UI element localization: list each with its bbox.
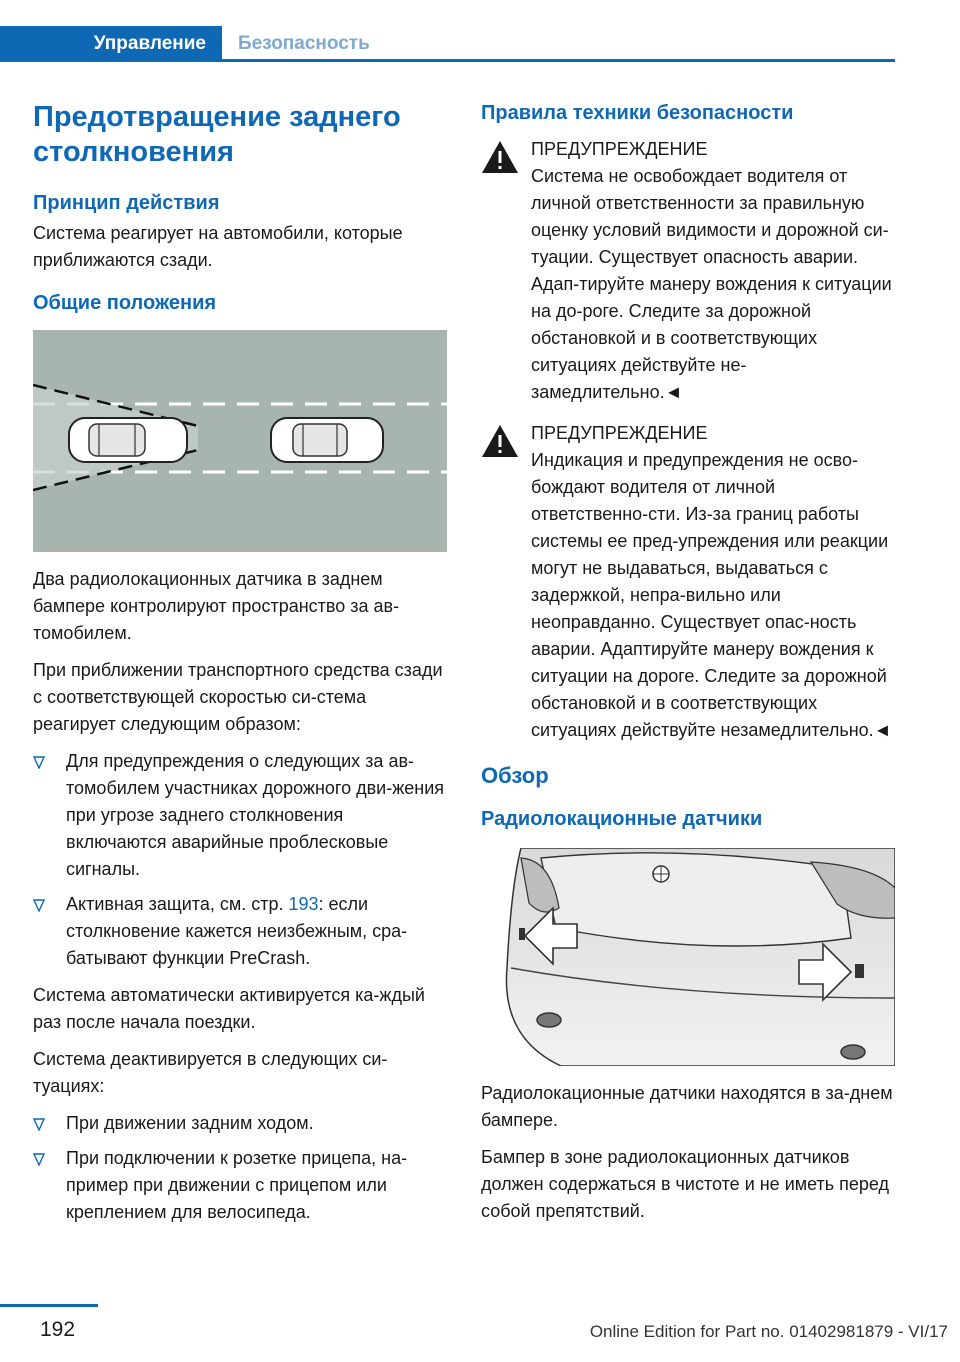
right-column xyxy=(481,100,895,1235)
warning-title: ПРЕДУПРЕЖДЕНИЕ xyxy=(531,423,708,443)
overview-heading: Обзор xyxy=(481,763,549,788)
list-item xyxy=(33,1110,447,1137)
rear-bumper-illustration xyxy=(481,848,895,1066)
footer-rule xyxy=(0,1304,98,1307)
safety-heading: Правила техники безопасности xyxy=(481,102,794,124)
list-item-text: Для предупреждения о следующих за ав-томобилем участниках дорожного дви-жения при угрозе заднего столкновения включаются аварийные проблесковые сигналы. xyxy=(66,751,445,879)
principle-heading: Принцип действия xyxy=(33,192,220,214)
rear-bumper-image xyxy=(481,848,895,1066)
warning-title: ПРЕДУПРЕЖДЕНИЕ xyxy=(531,139,708,159)
figure-caption: Два радиолокационных датчика в заднем бампере контролируют пространство за ав-томобилем. xyxy=(33,569,400,643)
rear-radar-illustration xyxy=(33,330,447,552)
list-item-text: При движении задним ходом. xyxy=(66,1113,314,1133)
auto-activation-text: Система автоматически активируется ка-ждый раз после начала поездки. xyxy=(33,985,425,1032)
triangle-bullet-icon xyxy=(33,756,45,769)
page-number: 192 xyxy=(40,1318,76,1341)
list-item-text-pre: Активная защита, см. стр. xyxy=(66,894,289,914)
tab-safety[interactable]: Безопасность xyxy=(238,33,370,54)
list-item-text: При подключении к розетке прицепа, на-пример при движении с прицепом или креплением для велосипеда. xyxy=(66,1148,408,1222)
list-item xyxy=(33,1145,447,1226)
warning-triangle-icon xyxy=(481,424,519,458)
warning-text: Система не освобождает водителя от личной ответственности за правильную оценку условий видимости и дорожной си-туации. Существует опасность аварии. Адап-тируйте манеру вождения к ситуации на до-роге. Следите за дорожной обстановкой и в соответствующих ситуациях действуйте не-замедлительно.◄ xyxy=(531,166,892,402)
triangle-bullet-icon xyxy=(33,1153,45,1166)
bumper-text: Бампер в зоне радиолокационных датчиков должен содержаться в чистоте и не иметь перед собой препятствий. xyxy=(481,1147,890,1221)
list-item xyxy=(33,891,447,972)
warning-text: Индикация и предупреждения не осво-бождают водителя от личной ответственно-сти. Из-за границ работы системы ее пред-упреждения или реакции могут не выдаваться, выдаваться с задержкой, непра-вильно или неоправданно. Существует опас-ность аварии. Адаптируйте манеру вождения к ситуации на дороге. Следите за дорожной обстановкой и в соответствующих ситуациях действуйте незамедлительно.◄ xyxy=(531,450,892,740)
tab-control[interactable]: Управление xyxy=(0,26,222,62)
deactivation-list xyxy=(33,1110,447,1226)
list-item xyxy=(33,748,447,883)
warning-block xyxy=(481,136,895,406)
warning-triangle-icon xyxy=(481,140,519,174)
section-tabs xyxy=(0,26,895,62)
reaction-list xyxy=(33,748,447,972)
page-link[interactable]: 193 xyxy=(288,894,319,914)
edition-text: Online Edition for Part no. 01402981879 - VI/17 xyxy=(589,1322,948,1341)
road-with-cars-image xyxy=(33,330,447,552)
approach-text: При приближении транспортного средства сзади с соответствующей скоростью си-стема реагирует следующим образом: xyxy=(33,660,443,734)
warning-block xyxy=(481,420,895,744)
deactivation-text: Система деактивируется в следующих си-туациях: xyxy=(33,1049,388,1096)
general-heading: Общие положения xyxy=(33,292,217,314)
sensors-heading: Радиолокационные датчики xyxy=(481,808,763,830)
page-title: Предотвращение заднего столкновения xyxy=(33,101,401,168)
principle-text: Система реагирует на автомобили, которые приближаются сзади. xyxy=(33,223,403,270)
triangle-bullet-icon xyxy=(33,1118,45,1131)
left-column xyxy=(33,100,447,1236)
sensors-caption: Радиолокационные датчики находятся в за-днем бампере. xyxy=(481,1083,893,1130)
list-item-text-post: : если столкновение кажется неизбежным, сра-батывают функции PreCrash. xyxy=(66,894,408,968)
triangle-bullet-icon xyxy=(33,899,45,912)
